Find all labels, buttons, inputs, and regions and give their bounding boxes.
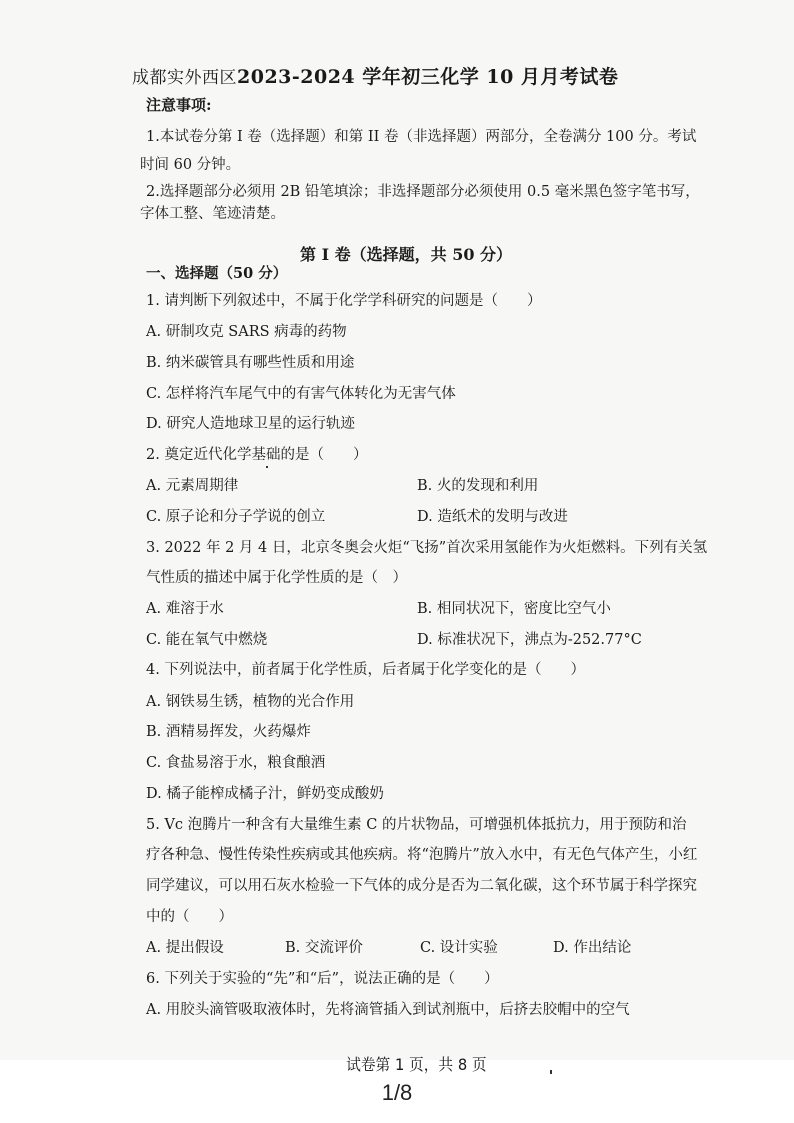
- q5-stem-line-4: 中的（ ）: [146, 909, 233, 925]
- q5-option-a: A. 提出假设: [146, 940, 224, 956]
- page-footer: 试卷第 1 页，共 8 页: [346, 1055, 487, 1074]
- q3-option-a: A. 难溶于水: [146, 601, 224, 617]
- page-indicator: 1/8: [381, 1080, 413, 1105]
- q2-option-c: C. 原子论和分子学说的创立: [146, 509, 326, 525]
- scan-speck: [550, 1070, 552, 1074]
- q6-option-a: A. 用胶头滴管吸取液体时，先将滴管插入到试剂瓶中，后挤去胶帽中的空气: [146, 1002, 630, 1018]
- q5-stem-line-2: 疗各种急、慢性传染性疾病或其他疾病。将“泡腾片”放入水中，有无色气体产生，小红: [146, 847, 698, 863]
- q5-option-d: D. 作出结论: [553, 940, 632, 956]
- part-heading: 一、选择题（50 分）: [146, 265, 288, 282]
- q1-option-d: D. 研究人造地球卫星的运行轨迹: [146, 416, 355, 432]
- q4-option-c: C. 食盐易溶于水，粮食酿酒: [146, 755, 326, 771]
- notice-line-1b: 时间 60 分钟。: [140, 157, 241, 173]
- q3-stem-line-1: 3. 2022 年 2 月 4 日，北京冬奥会火炬“飞扬”首次采用氢能作为火炬燃料。下列有关氢: [146, 540, 708, 556]
- q5-option-c: C. 设计实验: [420, 940, 498, 956]
- section-title: 第 I 卷（选择题，共 50 分）: [300, 245, 513, 264]
- q6-stem: 6. 下列关于实验的“先”和“后”，说法正确的是（ ）: [146, 971, 499, 987]
- q5-stem-line-1: 5. Vc 泡腾片一种含有大量维生素 C 的片状物品，可增强机体抵抗力，用于预防和治: [146, 817, 687, 833]
- q4-stem: 4. 下列说法中，前者属于化学性质，后者属于化学变化的是（ ）: [146, 662, 585, 678]
- q3-option-b: B. 相同状况下，密度比空气小: [417, 601, 611, 617]
- q2-option-a: A. 元素周期律: [146, 478, 239, 494]
- q3-stem-line-2: 气性质的描述中属于化学性质的是（ ）: [146, 570, 407, 586]
- q5-stem-line-3: 同学建议，可以用石灰水检验一下气体的成分是否为二氧化碳，这个环节属于科学探究: [146, 878, 697, 894]
- notice-heading: 注意事项:: [146, 96, 212, 114]
- q1-option-b: B. 纳米碳管具有哪些性质和用途: [146, 355, 355, 371]
- exam-title-text: 2023-2024 学年初三化学 10 月月考试卷: [237, 66, 619, 88]
- q4-option-d: D. 橘子能榨成橘子汁，鲜奶变成酸奶: [146, 786, 384, 802]
- scan-speck: [266, 466, 268, 468]
- q1-option-c: C. 怎样将汽车尾气中的有害气体转化为无害气体: [146, 386, 456, 402]
- notice-line-2a: 2.选择题部分必须用 2B 铅笔填涂；非选择题部分必须使用 0.5 毫米黑色签字笔书写，: [146, 184, 700, 200]
- q3-option-d: D. 标准状况下，沸点为-252.77°C: [417, 632, 642, 648]
- q1-option-a: A. 研制攻克 SARS 病毒的药物: [146, 324, 347, 340]
- q4-option-b: B. 酒精易挥发，火药爆炸: [146, 724, 311, 740]
- q2-option-d: D. 造纸术的发明与改进: [417, 509, 568, 525]
- q5-option-b: B. 交流评价: [285, 940, 363, 956]
- q1-stem: 1. 请判断下列叙述中，不属于化学学科研究的问题是（ ）: [146, 293, 542, 309]
- q4-option-a: A. 钢铁易生锈，植物的光合作用: [146, 694, 355, 710]
- q3-option-c: C. 能在氧气中燃烧: [146, 632, 268, 648]
- school-name: 成都实外西区: [132, 68, 237, 88]
- notice-line-1a: 1.本试卷分第 I 卷（选择题）和第 II 卷（非选择题）两部分，全卷满分 100 分。考试: [146, 129, 697, 145]
- exam-title: [132, 62, 618, 89]
- q2-stem: 2. 奠定近代化学基础的是（ ）: [146, 447, 368, 463]
- q2-option-b: B. 火的发现和利用: [417, 478, 539, 494]
- notice-line-2b: 字体工整、笔迹清楚。: [140, 206, 285, 222]
